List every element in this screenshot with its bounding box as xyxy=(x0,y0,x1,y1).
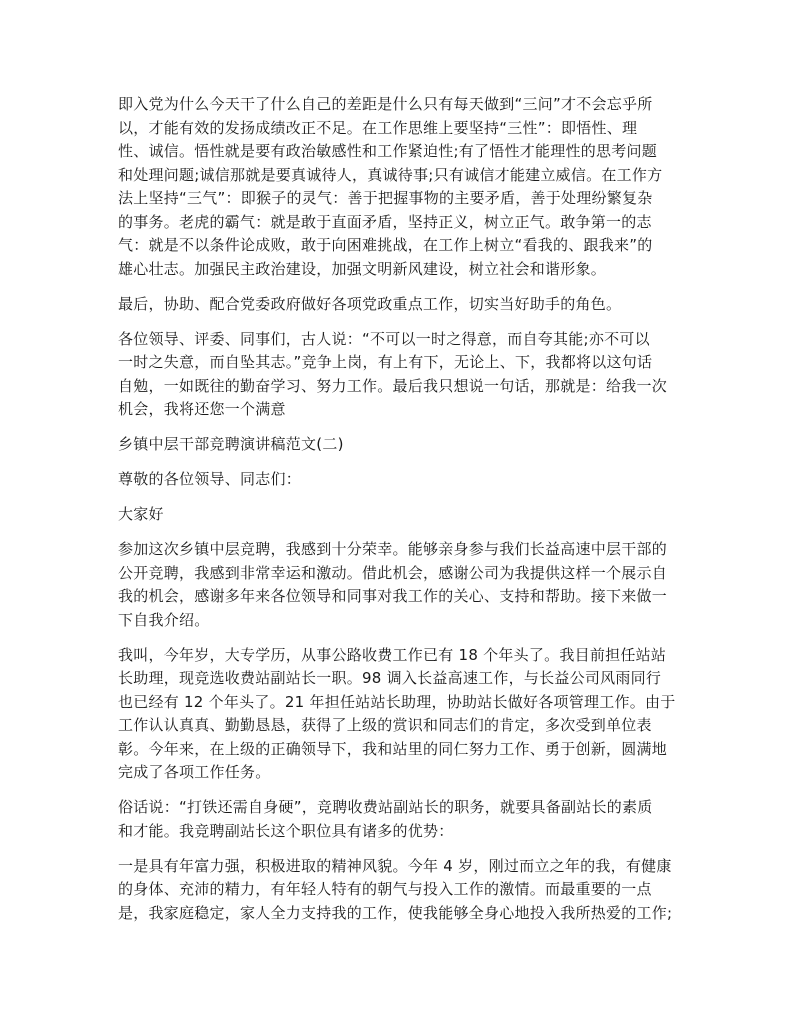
text-line: 和处理问题;诚信那就是要真诚待人，真诚待事;只有诚信才能建立威信。在工作方 xyxy=(118,165,663,184)
text-line: 最后，协助、配合党委政府做好各项党政重点工作，切实当好助手的角色。 xyxy=(118,294,622,313)
text-line: 乡镇中层干部竞聘演讲稿范文(二) xyxy=(118,435,344,453)
text-line: 各位领导、评委、同事们，古人说：“不可以一时之得意，而自夸其能;亦不可以 xyxy=(118,329,650,348)
text-line: 一时之失意，而自坠其志。”竞争上岗，有上有下，无论上、下，我都将以这句话 xyxy=(118,353,653,371)
paragraph xyxy=(118,293,688,317)
paragraph xyxy=(118,796,688,843)
text-line: 我叫，今年岁，大专学历，从事公路收费工作已有 18 个年头了。我目前担任站站 xyxy=(118,645,667,664)
text-line: 的事务。老虎的霸气：就是敢于直面矛盾，坚持正义，树立正气。敢争第一的志 xyxy=(118,212,652,231)
text-line: 下自我介绍。 xyxy=(118,610,210,629)
paragraph xyxy=(118,538,688,632)
paragraph xyxy=(118,93,688,281)
document-body xyxy=(118,93,688,937)
text-line: 工作认认真真、勤勤恳恳，获得了上级的赏识和同志们的肯定，多次受到单位表 xyxy=(118,716,652,734)
text-line: 性、诚信。悟性就是要有政治敏感性和工作紧迫性;有了悟性才能理性的思考问题 xyxy=(118,142,658,160)
text-line: 尊敬的各位领导、同志们： xyxy=(118,470,302,488)
text-line: 彰。今年来，在上级的正确领导下，我和站里的同仁努力工作、勇于创新，圆满地 xyxy=(118,739,668,758)
text-line: 一是具有年富力强，积极进取的精神风貌。今年 4 岁，刚过而立之年的我，有健康 xyxy=(118,856,672,875)
text-line: 即入党为什么今天干了什么自己的差距是什么只有每天做到“三问”才不会忘乎所 xyxy=(118,95,653,113)
paragraph xyxy=(118,644,688,785)
text-line: 公开竞聘，我感到非常幸运和激动。借此机会，感谢公司为我提供这样一个展示自 xyxy=(118,563,668,582)
text-line: 参加这次乡镇中层竞聘，我感到十分荣幸。能够亲身参与我们长益高速中层干部的 xyxy=(118,540,668,558)
paragraph xyxy=(118,468,688,492)
text-line: 大家好 xyxy=(118,505,164,523)
text-line: 完成了各项工作任务。 xyxy=(118,763,271,781)
text-line: 以，才能有效的发扬成绩改正不足。在工作思维上要坚持“三性”：即悟性、理 xyxy=(118,118,638,137)
paragraph xyxy=(118,433,688,457)
paragraph xyxy=(118,855,688,926)
text-line: 自勉，一如既往的勤奋学习、努力工作。最后我只想说一句话，那就是：给我一次 xyxy=(118,376,668,395)
text-line: 也已经有 12 个年头了。21 年担任站站长助理，协助站长做好各项管理工作。由于 xyxy=(118,692,676,711)
paragraph xyxy=(118,503,688,527)
text-line: 机会，我将还您一个满意 xyxy=(118,400,286,418)
text-line: 的身体、充沛的精力，有年轻人特有的朝气与投入工作的激情。而最重要的一点 xyxy=(118,880,652,898)
text-line: 是，我家庭稳定，家人全力支持我的工作，使我能够全身心地投入我所热爱的工作; xyxy=(118,903,673,922)
text-line: 和才能。我竞聘副站长这个职位具有诸多的优势： xyxy=(118,821,454,840)
text-line: 长助理，现竞选收费站副站长一职。98 调入长益高速工作，与长益公司风雨同行 xyxy=(118,669,662,687)
text-line: 我的机会，感谢多年来各位领导和同事对我工作的关心、支持和帮助。接下来做一 xyxy=(118,587,668,605)
text-line: 法上坚持“三气”：即猴子的灵气：善于把握事物的主要矛盾，善于处理纷繁复杂 xyxy=(118,189,653,207)
text-line: 俗话说：“打铁还需自身硬”，竞聘收费站副站长的职务，就要具备副站长的素质 xyxy=(118,798,653,816)
text-line: 气：就是不以条件论成败，敢于向困难挑战，在工作上树立“看我的、跟我来”的 xyxy=(118,236,653,254)
text-line: 雄心壮志。加强民主政治建设，加强文明新风建设，树立社会和谐形象。 xyxy=(118,259,607,278)
paragraph xyxy=(118,328,688,422)
